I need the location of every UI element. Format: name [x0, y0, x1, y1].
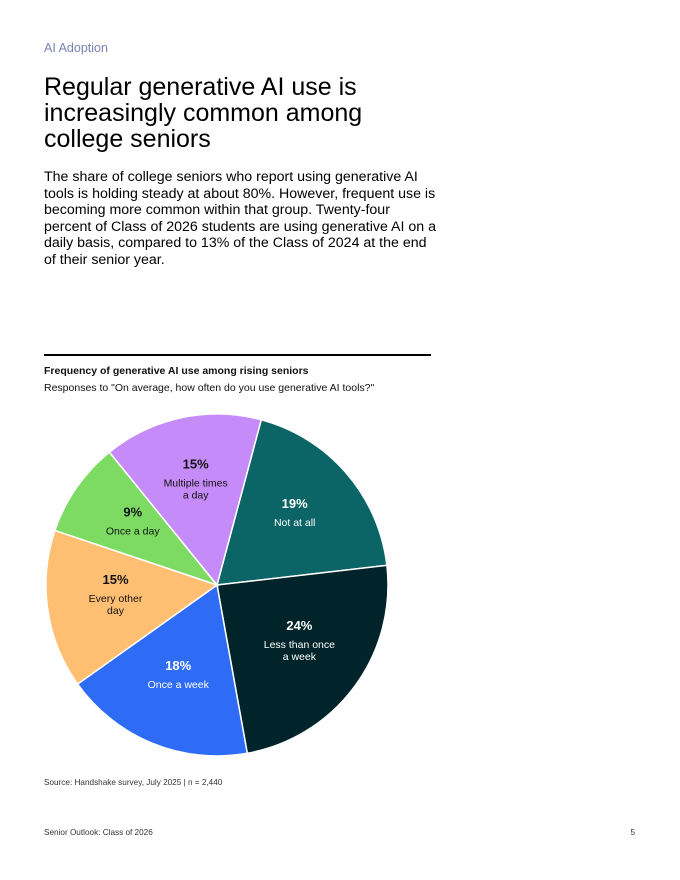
pie-value-label: 24%: [286, 618, 313, 634]
pie-value-label: 9%: [123, 504, 143, 520]
pie-category-label: a week: [282, 651, 317, 664]
intro-paragraph: The share of college seniors who report using generative AI tools is holding steady at about 80%. However, frequent use is becoming more common within that group. Twenty-four percent of Class of 2026 students are using generative AI on a daily basis, compared to 13% of the Class of 2024 at the end of their senior year.: [44, 169, 436, 268]
page-footer: Senior Outlook: Class of 2026: [44, 828, 153, 837]
pie-category-label: Every other: [88, 592, 143, 605]
chart-source: Source: Handshake survey, July 2025 | n = 2,440: [44, 778, 223, 787]
pie-slices: [46, 414, 388, 756]
pie-category-label: a day: [182, 489, 209, 502]
pie-value-label: 15%: [102, 571, 129, 587]
pie-category-label: day: [107, 604, 124, 617]
pie-category-label: Not at all: [273, 516, 316, 529]
chart-subtitle: Responses to "On average, how often do you use generative AI tools?": [44, 382, 375, 394]
pie-value-label: 15%: [182, 456, 209, 472]
page-headline: Regular generative AI use is increasingly common among college seniors: [44, 73, 363, 153]
section-eyebrow: AI Adoption: [44, 41, 108, 55]
pie-category-label: Once a day: [105, 525, 160, 538]
pie-value-label: 18%: [165, 657, 192, 673]
pie-category-label: Once a week: [147, 678, 209, 691]
page-number: 5: [630, 828, 635, 837]
chart-title: Frequency of generative AI use among rising seniors: [44, 365, 309, 377]
pie-value-label: 19%: [281, 495, 308, 511]
pie-category-label: Less than once: [263, 639, 335, 652]
pie-category-label: Multiple times: [163, 477, 228, 490]
